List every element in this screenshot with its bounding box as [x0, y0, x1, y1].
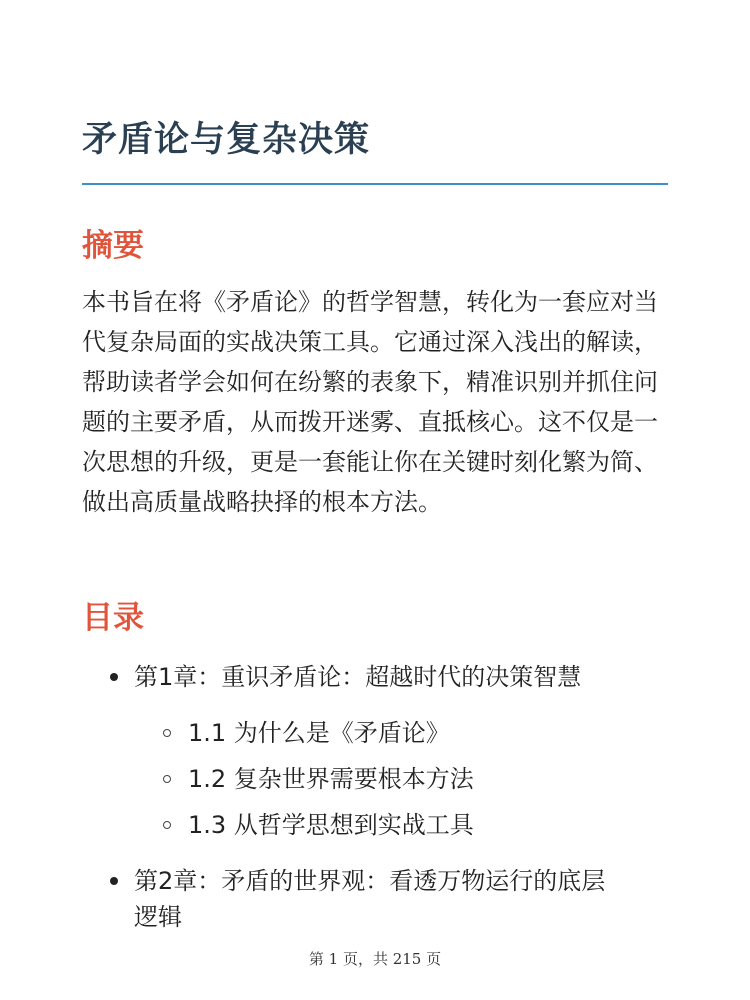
toc-section-label: 1.3 从哲学思想到实战工具	[188, 811, 474, 839]
abstract-text: 本书旨在将《矛盾论》的哲学智慧，转化为一套应对当代复杂局面的实战决策工具。它通过深入浅出的解读，帮助读者学会如何在纷繁的表象下，精准识别并抓住问题的主要矛盾，从而拨开迷雾、直抵核心。这不仅是一次思想的升级，更是一套能让你在关键时刻化繁为简、做出高质量战略抉择的根本方法。	[82, 288, 658, 516]
toc-chapter-label-line-2: 逻辑	[134, 903, 182, 931]
page-title: 矛盾论与复杂决策	[82, 120, 371, 160]
bullet-dot-icon	[110, 877, 118, 885]
toc-heading: 目录	[82, 600, 144, 636]
title-divider	[82, 183, 668, 185]
toc-chapter-label: 第1章：重识矛盾论：超越时代的决策智慧	[134, 663, 582, 691]
page-footer: 第 1 页，共 215 页	[308, 950, 442, 968]
toc-section-label: 1.1 为什么是《矛盾论》	[188, 719, 450, 747]
abstract-heading: 摘要	[82, 228, 144, 264]
bullet-circle-icon	[163, 821, 171, 829]
toc-chapter-label-line-1: 第2章：矛盾的世界观：看透万物运行的底层	[134, 867, 606, 895]
toc-section-label: 1.2 复杂世界需要根本方法	[188, 765, 474, 793]
bullet-dot-icon	[110, 673, 118, 681]
bullet-circle-icon	[163, 775, 171, 783]
bullet-circle-icon	[163, 729, 171, 737]
